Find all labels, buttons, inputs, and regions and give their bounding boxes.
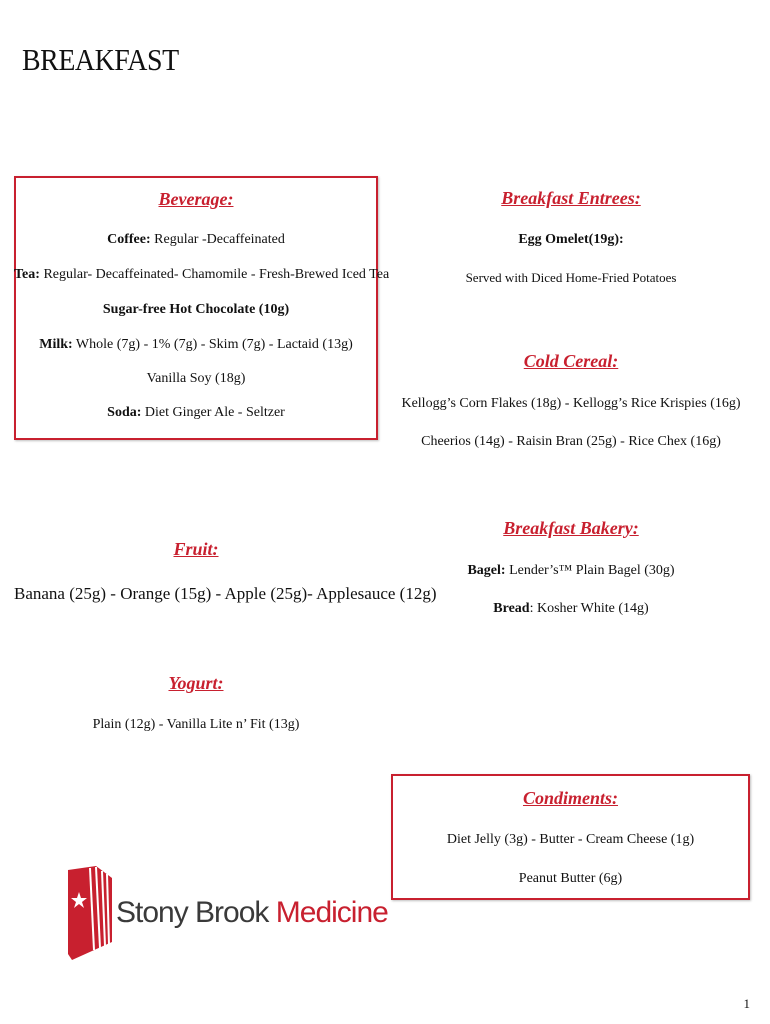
omelet-line [392, 232, 750, 248]
sugar-free-text: Sugar-free Hot Chocolate (10g) [102, 302, 290, 317]
condiments-heading: Condiments: [522, 788, 619, 808]
vanilla-soy-line: Vanilla Soy (18g) [146, 371, 246, 386]
coffee-label: Coffee: [107, 232, 151, 247]
coffee-line [14, 232, 378, 248]
bread-text: : Kosher White (14g) [529, 601, 649, 616]
logo-wordmark [116, 896, 388, 930]
logo-text-dark: Stony Brook [116, 896, 276, 929]
bakery-heading: Breakfast Bakery: [503, 518, 639, 538]
logo-emblem-icon [66, 864, 114, 962]
yogurt-heading: Yogurt: [168, 673, 224, 693]
stony-brook-logo [62, 864, 388, 964]
condiments-line-2: Peanut Butter (6g) [518, 871, 623, 886]
cereal-line-2: Cheerios (14g) - Raisin Bran (25g) - Rice Chex (16g) [421, 434, 721, 449]
entrees-heading: Breakfast Entrees: [501, 188, 641, 208]
sugar-free-line [14, 302, 378, 318]
beverage-heading: Beverage: [158, 189, 234, 209]
bread-line [392, 601, 750, 617]
soda-line [14, 405, 378, 421]
tea-text: Regular- Decaffeinated- Chamomile - Fresh-Brewed Iced Tea [39, 267, 390, 282]
coffee-text: Regular -Decaffeinated [150, 232, 285, 247]
tea-line [14, 267, 390, 283]
milk-line [14, 337, 378, 353]
cereal-line-1: Kellogg’s Corn Flakes (18g) - Kellogg’s Rice Krispies (16g) [401, 396, 741, 411]
omelet-text: Egg Omelet(19g): [518, 232, 624, 247]
logo-text-red: Medicine [275, 896, 388, 929]
soda-text: Diet Ginger Ale - Seltzer [141, 405, 285, 420]
served-with-line: Served with Diced Home-Fried Potatoes [465, 270, 677, 285]
fruit-line: Banana (25g) - Orange (15g) - Apple (25g)- Applesauce (12g) [14, 584, 437, 603]
milk-text: Whole (7g) - 1% (7g) - Skim (7g) - Lactaid (13g) [72, 337, 353, 352]
cold-cereal-heading: Cold Cereal: [523, 351, 619, 371]
bagel-text: Lender’s™ Plain Bagel (30g) [505, 563, 675, 578]
bread-label: Bread [493, 601, 530, 616]
bagel-label: Bagel: [467, 563, 506, 578]
bagel-line [392, 563, 750, 579]
page-title: BREAKFAST [22, 42, 179, 77]
milk-label: Milk: [39, 337, 73, 352]
page-number: 1 [743, 996, 750, 1011]
yogurt-line: Plain (12g) - Vanilla Lite n’ Fit (13g) [92, 717, 300, 732]
soda-label: Soda: [107, 405, 142, 420]
tea-label: Tea: [14, 267, 40, 282]
condiments-line-1: Diet Jelly (3g) - Butter - Cream Cheese (1g) [446, 832, 695, 847]
fruit-heading: Fruit: [173, 539, 219, 559]
